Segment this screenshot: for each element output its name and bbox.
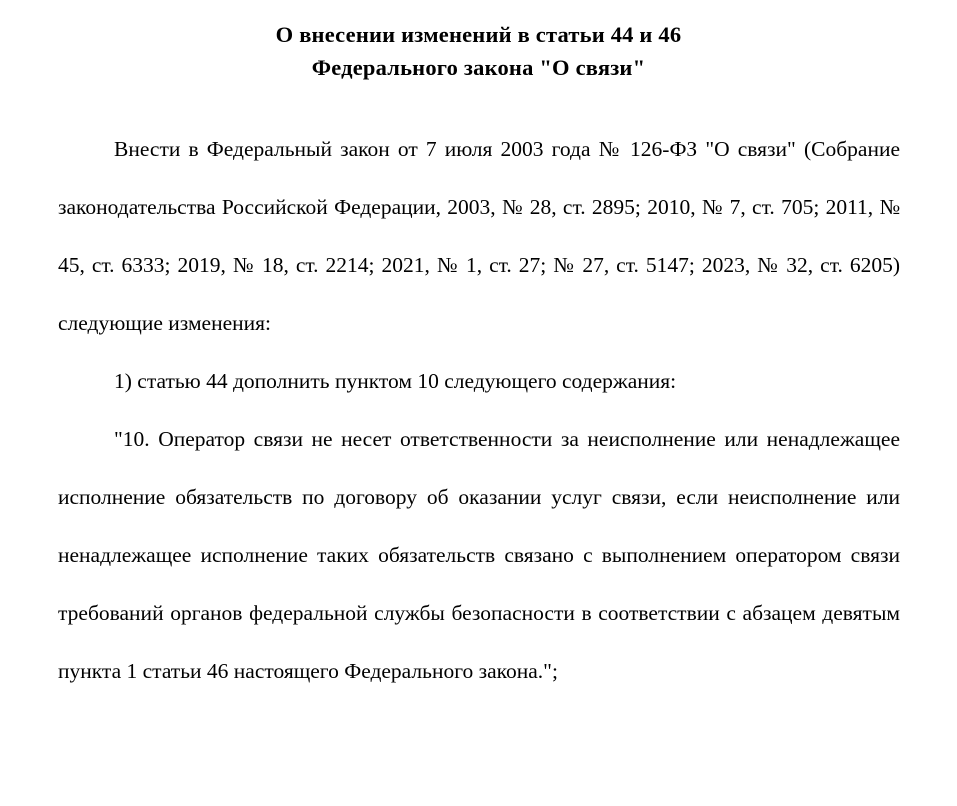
page-title	[40, 18, 917, 84]
title-line-1: О внесении изменений в статьи 44 и 46	[275, 22, 682, 47]
paragraph-quote-10: "10. Оператор связи не несет ответственности за неисполнение или ненадлежащее исполнение обязательств по договору об оказании услуг связи, если неисполнение или ненадлежащее исполнение таких обязательств связано с выполнением оператором связи требований органов федеральной службы безопасности в соответствии с абзацем девятым пункта 1 статьи 46 настоящего Федерального закона.";	[58, 427, 900, 683]
paragraph-item-1: 1) статью 44 дополнить пунктом 10 следующего содержания:	[114, 369, 677, 393]
document-body	[40, 120, 917, 700]
paragraph-intro: Внести в Федеральный закон от 7 июля 2003 года № 126-ФЗ "О связи" (Собрание законодательства Российской Федерации, 2003, № 28, ст. 2895; 2010, № 7, ст. 705; 2011, № 45, ст. 6333; 2019, № 18, ст. 2214; 2021, № 1, ст. 27; № 27, ст. 5147; 2023, № 32, ст. 6205) следующие изменения:	[58, 137, 900, 335]
title-line-2: Федерального закона "О связи"	[311, 55, 646, 80]
